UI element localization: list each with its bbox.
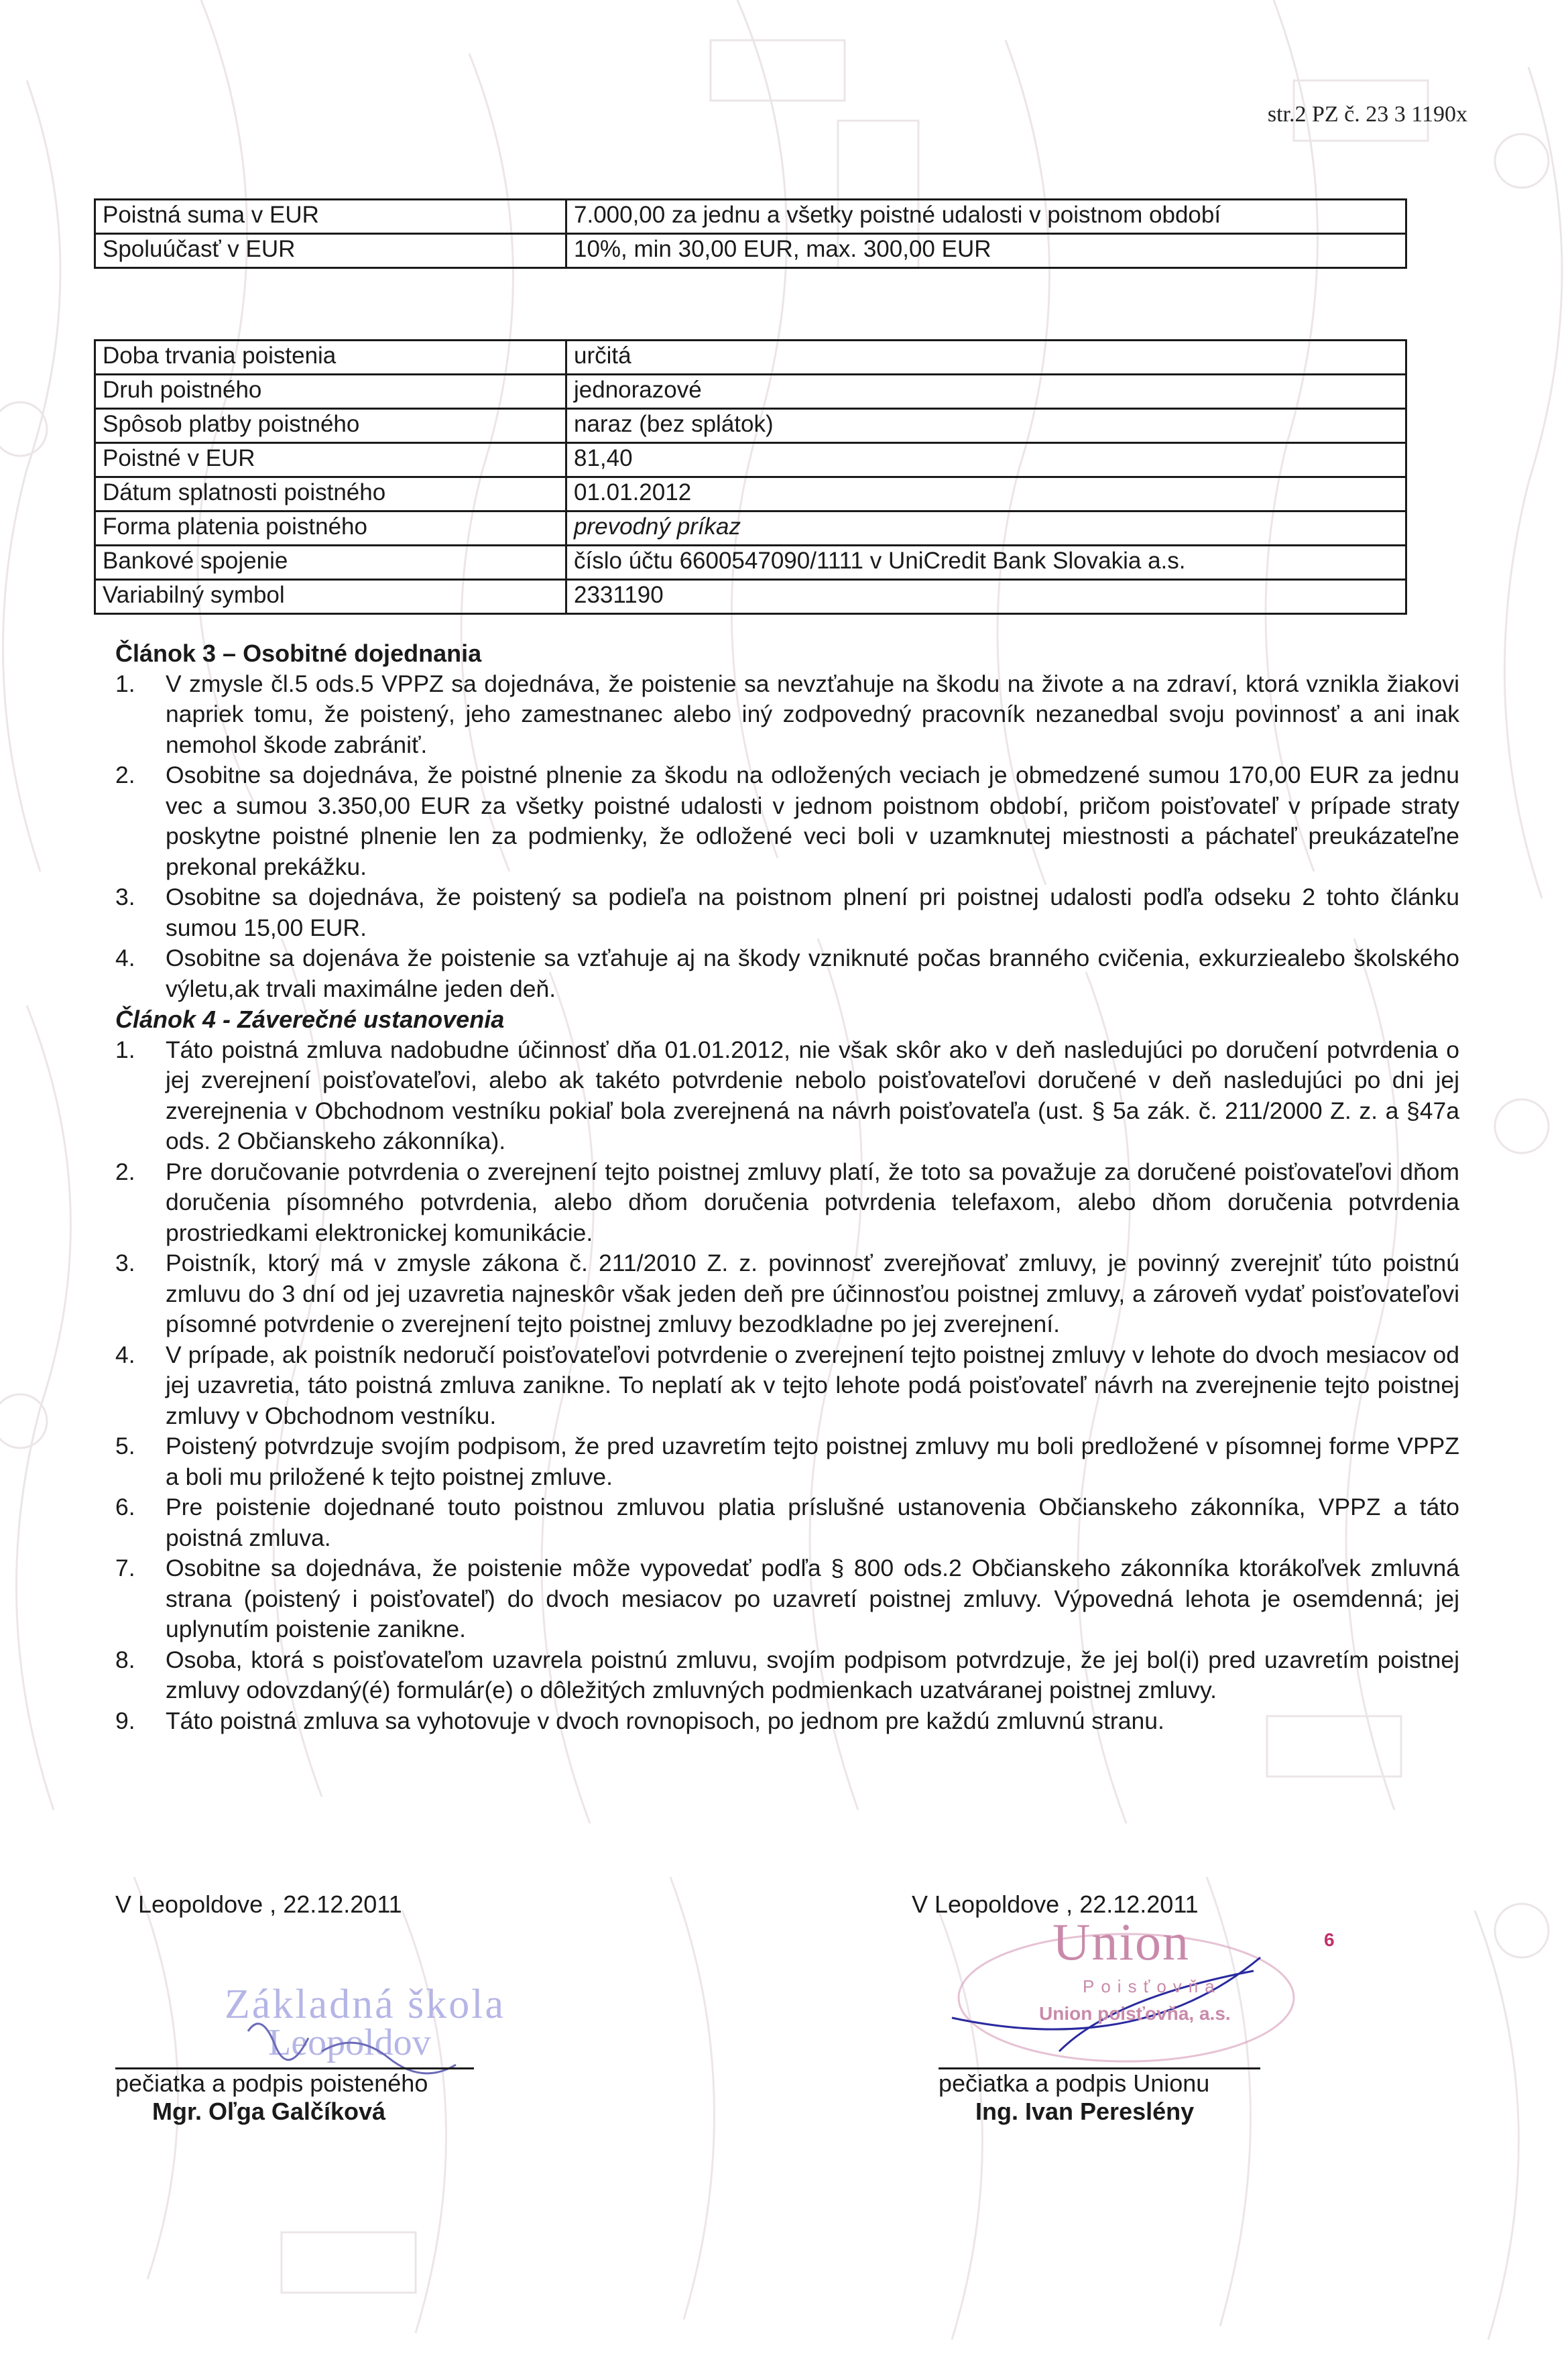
table-row	[95, 409, 1406, 443]
table-row	[95, 443, 1406, 477]
list-item	[115, 882, 1459, 943]
table-label: Doba trvania poistenia	[95, 341, 566, 375]
clause-text: Osobitne sa dojenáva že poistenie sa vzťahuje aj na škody vzniknuté počas branného cvičenia, exkurziealebo školského výletu,ak trvali maximálne jeden deň.	[166, 945, 1459, 1002]
table-value: 2331190	[566, 580, 1406, 614]
school-stamp-line2: Leopoldov	[268, 2022, 431, 2063]
table-label: Forma platenia poistného	[95, 511, 566, 546]
table-value: určitá	[566, 341, 1406, 375]
place-date-left: V Leopoldove , 22.12.2011	[115, 1890, 402, 1918]
union-logo-text: Union	[1052, 1913, 1190, 1971]
table-value: 81,40	[566, 443, 1406, 477]
list-item	[115, 943, 1459, 1004]
table-label: Spoluúčasť v EUR	[95, 234, 566, 268]
table-row	[95, 375, 1406, 409]
table-label: Bankové spojenie	[95, 546, 566, 580]
list-item	[115, 1035, 1459, 1157]
clause-text: V prípade, ak poistník nedoručí poisťovateľovi potvrdenie o zverejnení tejto poistnej zmluvy v lehote do dvoch mesiacov od jej uzavretia, táto poistná zmluva zanikne. To neplatí ak v tejto lehote podá poisťovateľ návrh na zverejnenie tejto poistnej zmluvy v Obchodnom vestníku.	[166, 1341, 1459, 1429]
table-row	[95, 341, 1406, 375]
table-label: Spôsob platby poistného	[95, 409, 566, 443]
table-row	[95, 546, 1406, 580]
clause-text: V zmysle čl.5 ods.5 VPPZ sa dojednáva, že poistenie sa nevzťahuje na škodu na živote a na zdraví, ktorá vznikla žiakovi napriek tomu, že poistený, jeho zamestnanec alebo iný zodpovedný pracovník nezanedbal svoju povinnosť a ani inak nemohol škode zabrániť.	[166, 670, 1459, 758]
table-row	[95, 580, 1406, 614]
stamp-number: 6	[1324, 1929, 1335, 1950]
clause-number: 3.	[115, 1250, 135, 1276]
table-value: číslo účtu 6600547090/1111 v UniCredit Bank Slovakia a.s.	[566, 546, 1406, 580]
table-value: jednorazové	[566, 375, 1406, 409]
school-stamp-line1: Základná škola	[225, 1982, 506, 2027]
place-date-right: V Leopoldove , 22.12.2011	[912, 1890, 1199, 1918]
clause-number: 2.	[115, 1158, 135, 1185]
table-row	[95, 477, 1406, 511]
article-4-heading: Článok 4 - Záverečné ustanovenia	[115, 1006, 505, 1033]
list-item	[115, 1157, 1459, 1249]
table-value: prevodný príkaz	[566, 511, 1406, 546]
table-value: 7.000,00 za jednu a všetky poistné udalosti v poistnom období	[566, 200, 1406, 234]
list-item	[115, 1340, 1459, 1432]
union-stamp	[939, 1913, 1314, 2071]
list-item	[115, 1248, 1459, 1340]
table-row	[95, 511, 1406, 546]
clause-number: 4.	[115, 945, 135, 971]
clause-text: Táto poistná zmluva nadobudne účinnosť dňa 01.01.2012, nie však skôr ako v deň nasledujúci po doručení potvrdenia o jej zverejnení poisťovateľovi, alebo ak takéto potvrdenie nebolo poisťovateľovi doručené v deň nasledujúci po dni jej zverejnenia v Obchodnom vestníku pokiaľ bola zverejnená na návrh poisťovateľa (ust. § 5a zák. č. 211/2000 Z. z. a §47a ods. 2 Občianskeho zákonníka).	[166, 1036, 1459, 1154]
signatory-name-right: Ing. Ivan Pereslény	[975, 2098, 1195, 2125]
clause-text: Osoba, ktorá s poisťovateľom uzavrela poistnú zmluvu, svojím podpisom potvrdzuje, že jej bol(i) pred uzavretím poistnej zmluvy odovzdaný(é) formulár(e) o dôležitých zmluvných podmienkach uzatváranej poistnej zmluvy.	[166, 1646, 1459, 1703]
table-label: Druh poistného	[95, 375, 566, 409]
clause-number: 7.	[115, 1555, 135, 1581]
table-value: naraz (bez splátok)	[566, 409, 1406, 443]
clause-number: 2.	[115, 762, 135, 788]
clause-number: 4.	[115, 1341, 135, 1368]
clause-text: Poistený potvrdzuje svojím podpisom, že pred uzavretím tejto poistnej zmluvy mu boli predložené v písomnej forme VPPZ a boli mu priložené k tejto poistnej zmluve.	[166, 1433, 1459, 1490]
list-item	[115, 1645, 1459, 1706]
clause-text: Osobitne sa dojednáva, že poistenie môže vypovedať podľa § 800 ods.2 Občianskeho zákonníka ktorákoľvek zmluvná strana (poistený i poisťovateľ) do dvoch mesiacov po uzavretí poistnej zmluvy. Výpovedná lehota je osemdenná; jej uplynutím poistenie zanikne.	[166, 1555, 1459, 1642]
payment-details-table	[94, 339, 1407, 615]
clause-text: Osobitne sa dojednáva, že poistený sa podieľa na poistnom plnení pri poistnej udalosti podľa odseku 2 tohto článku sumou 15,00 EUR.	[166, 884, 1459, 941]
list-item	[115, 1431, 1459, 1492]
clause-text: Pre poistenie dojednané touto poistnou zmluvou platia príslušné ustanovenia Občianskeho zákonníka, VPPZ a táto poistná zmluva.	[166, 1494, 1459, 1551]
clause-text: Osobitne sa dojednáva, že poistné plnenie za škodu na odložených veciach je obmedzené sumou 170,00 EUR za jednu vec a sumou 3.350,00 EUR za všetky poistné udalosti v jednom poistnom období, pričom poisťovateľ v prípade straty poskytne poistné plnenie len za podmienky, že odložené veci boli v uzamknutej miestnosti a páchateľ preukázateľne prekonal prekážku.	[166, 762, 1459, 880]
list-item	[115, 669, 1459, 761]
table-label: Dátum splatnosti poistného	[95, 477, 566, 511]
clause-number: 8.	[115, 1646, 135, 1673]
clause-number: 6.	[115, 1494, 135, 1520]
insurance-sum-table	[94, 198, 1407, 269]
signature-line-left	[115, 2067, 474, 2126]
union-stamp-line2: Union poisťovňa, a.s.	[1039, 2003, 1231, 2024]
table-row	[95, 234, 1406, 268]
list-item	[115, 760, 1459, 882]
signature-caption-right: pečiatka a podpis Unionu	[939, 2069, 1210, 2097]
contract-body	[115, 638, 1459, 1736]
clause-number: 9.	[115, 1707, 135, 1734]
signatory-name-left: Mgr. Oľga Galčíková	[152, 2098, 385, 2125]
list-item	[115, 1553, 1459, 1645]
table-value: 01.01.2012	[566, 477, 1406, 511]
article-3-heading: Článok 3 – Osobitné dojednania	[115, 640, 482, 667]
union-stamp-line1: Poisťovňa	[1083, 1976, 1221, 1996]
signature-caption-left: pečiatka a podpis poisteného	[115, 2069, 428, 2097]
list-item	[115, 1706, 1459, 1737]
clause-number: 1.	[115, 670, 135, 697]
clause-text: Táto poistná zmluva sa vyhotovuje v dvoch rovnopisoch, po jednom pre každú zmluvnú stranu.	[166, 1707, 1164, 1734]
clause-number: 1.	[115, 1036, 135, 1063]
table-label: Poistná suma v EUR	[95, 200, 566, 234]
list-item	[115, 1492, 1459, 1553]
clause-number: 5.	[115, 1433, 135, 1459]
clause-text: Poistník, ktorý má v zmysle zákona č. 211/2010 Z. z. povinnosť zverejňovať zmluvy, je povinný zverejniť túto poistnú zmluvu do 3 dní od jej uzavretia najneskôr však jeden deň pre účinnosťou poistnej zmluvy, a zároveň vydať poisťovateľovi písomné potvrdenie o zverejnení tejto poistnej zmluvy bezodkladne po jej zverejnení.	[166, 1250, 1459, 1337]
signature-line-right	[939, 2067, 1260, 2126]
clause-text: Pre doručovanie potvrdenia o zverejnení tejto poistnej zmluvy platí, že toto sa považuje za doručené poisťovateľovi dňom doručenia písomného potvrdenia, alebo dňom doručenia potvrdenia telefaxom, alebo dňom doručenia potvrdenia prostriedkami elektronickej komunikácie.	[166, 1158, 1459, 1246]
clause-number: 3.	[115, 884, 135, 910]
table-label: Variabilný symbol	[95, 580, 566, 614]
page-reference: str.2 PZ č. 23 3 1190x	[1267, 102, 1467, 127]
table-label: Poistné v EUR	[95, 443, 566, 477]
table-value: 10%, min 30,00 EUR, max. 300,00 EUR	[566, 234, 1406, 268]
table-row	[95, 200, 1406, 234]
